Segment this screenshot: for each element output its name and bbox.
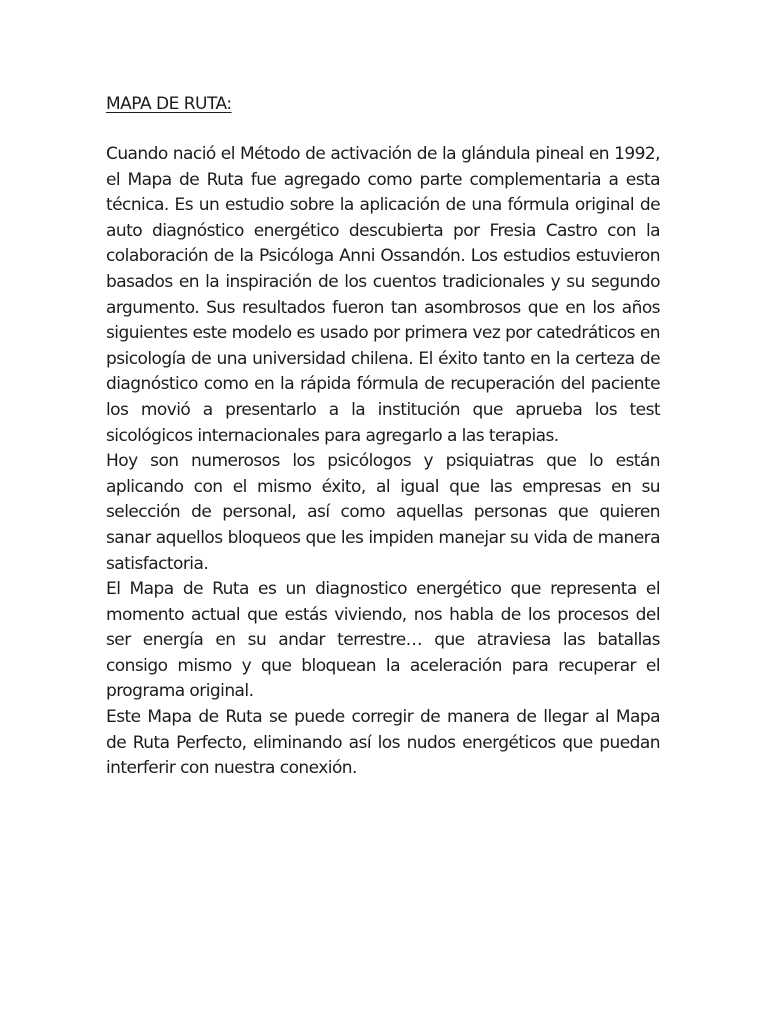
document-body	[106, 142, 660, 782]
paragraph-correction: Este Mapa de Ruta se puede corregir de manera de llegar al Mapa de Ruta Perfecto, eliminando así los nudos energéticos que puedan interferir con nuestra conexión.	[106, 707, 660, 779]
paragraph-origin: Cuando nació el Método de activación de la glándula pineal en 1992, el Mapa de Ruta fue agregado como parte complementaria a esta técnica. Es un estudio sobre la aplicación de una fórmula original de auto diagnóstico energético descubierta por Fresia Castro con la colaboración de la Psicóloga Anni Ossandón. Los estudios estuvieron basados en la inspiración de los cuentos tradicionales y su segundo argumento. Sus resultados fueron tan asombrosos que en los años siguientes este modelo es usado por primera vez por catedráticos en psicología de una universidad chilena. El éxito tanto en la certeza de diagnóstico como en la rápida fórmula de recuperación del paciente los movió a presentarlo a la institución que aprueba los test sicológicos internacionales para agregarlo a las terapias.	[106, 144, 660, 446]
paragraph-current-use: Hoy son numerosos los psicólogos y psiquiatras que lo están aplicando con el mismo éxito, al igual que las empresas en su selección de personal, así como aquellas personas que quieren sanar aquellos bloqueos que les impiden manejar su vida de manera satisfactoria.	[106, 451, 660, 574]
document-title: MAPA DE RUTA:	[106, 94, 232, 114]
paragraph-definition: El Mapa de Ruta es un diagnostico energético que representa el momento actual que estás viviendo, nos habla de los procesos del ser energía en su andar terrestre… que atraviesa las batallas consigo mismo y que bloquean la aceleración para recuperar el programa original.	[106, 579, 660, 702]
